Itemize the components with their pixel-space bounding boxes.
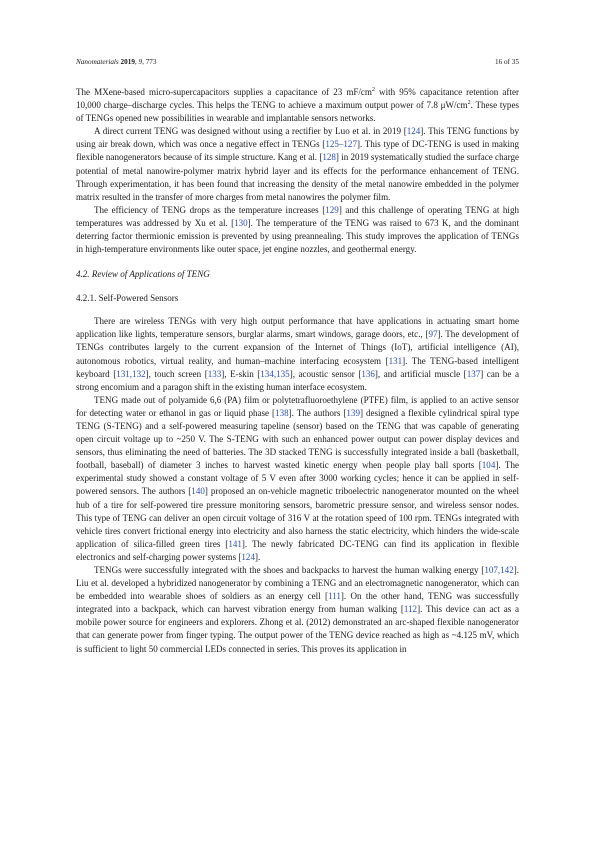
citation-link[interactable]: 141 [228, 538, 242, 549]
citation-link[interactable]: 124 [241, 551, 255, 562]
text-run: ]. This TENG functions by using air break down, which was once a negative effect in TENGs [ [76, 126, 519, 150]
citation-link[interactable]: 131 [388, 355, 403, 366]
paragraph-3 [76, 204, 519, 256]
citation-link[interactable]: 130 [234, 217, 248, 228]
citation-link[interactable]: 104 [481, 460, 496, 471]
journal-volume: 9 [138, 58, 143, 66]
text-run: ], and artificial muscle [ [374, 368, 467, 379]
journal-citation: Nanomaterials 2019, 9, 773 [76, 58, 157, 66]
citation-link[interactable]: 131,132 [116, 368, 146, 379]
journal-name: Nanomaterials [76, 58, 119, 66]
text-run: The MXene-based micro-supercapacitors supplies a capacitance of 23 mF/cm [76, 87, 372, 97]
subsection-heading [76, 292, 519, 305]
superscript: 2 [371, 86, 375, 93]
text-run: with 95% capacitance retention after 10,000 charge–discharge cycles. This helps the TENG to achieve a maximum output power of 7.8 μW/cm [76, 87, 519, 111]
text-run: ]. The experimental study showed a constant voltage of 5 V even after 3000 working cycles; hence it can be applied in self-powered sensors. The authors [ [76, 460, 519, 497]
text-run: ]. The newly fabricated DC-TENG can find its application in flexible electronics and self-charging power systems [ [76, 538, 519, 562]
text-run: TENG made out of polyamide 6,6 (PA) film or polytetrafluoroethylene (PTFE) film, is applied to an active sensor for detecting water or ethanol in gas or liquid phase [ [76, 394, 519, 418]
text-run: ]. Liu et al. developed a hybridized nanogenerator by combining a TENG and an electromagnetic nanogenerator, which can be embedded into wearable shoes of soldiers as an energy cell [ [76, 565, 519, 602]
subsection-number: 4.2.1. [76, 293, 97, 304]
text-run: ]. This device can act as a mobile power source for engineers and explorers. Zhong et al. (2012) demonstrated an arc-shaped flexible nanogenerator that can generate power from finger typing. The output power of the TENG device reached as high as ~4.125 mV, which is sufficient to light 50 commercial LEDs connected in series. This proves its application in [76, 604, 519, 654]
citation-link[interactable]: 136 [361, 368, 375, 379]
citation-link[interactable]: 107,142 [484, 565, 514, 575]
text-run: ]. The temperature of the TENG was raised to 673 K, and the dominant deterring factor thermionic emission is prevented by using preannealing. This study improves the application of TENGs in high-temperature environments like outer space, jet engine nozzles, and geothermal energy. [76, 217, 519, 255]
citation-link[interactable]: 97 [428, 329, 438, 340]
citation-link[interactable]: 112 [403, 604, 418, 615]
text-run: ], acoustic sensor [ [289, 368, 362, 379]
text-run: ], E-skin [ [221, 368, 261, 379]
text-run: ]. [254, 551, 261, 562]
text-run: ]. The TENG-based intelligent keyboard [ [76, 355, 520, 379]
section-title: Review of Applications of TENG [91, 269, 210, 280]
page-number: 16 of 35 [495, 58, 519, 66]
text-run: ]. The authors [ [288, 407, 347, 418]
text-run: ] and this challenge of operating TENG at high temperatures was addressed by Xu et al. [ [76, 204, 519, 228]
text-run: ], touch screen [ [145, 368, 208, 379]
citation-link[interactable]: 124 [406, 126, 421, 137]
citation-link[interactable]: 139 [346, 407, 360, 418]
paragraph-1 [76, 86, 519, 125]
citation-link[interactable]: 129 [325, 204, 339, 215]
superscript: 2 [467, 100, 471, 107]
section-heading [76, 268, 519, 281]
citation-link[interactable]: 125–127 [325, 139, 357, 150]
paragraph-2 [76, 125, 519, 204]
text-run: . These types of TENGs opened new possibilities in wearable and implantable sensors networks. [76, 100, 519, 124]
citation-link[interactable]: 133 [207, 368, 222, 379]
text-run: ]. This type of DC-TENG is used in making flexible nanogenerators because of its simple structure. Kang et al. [ [76, 139, 520, 163]
journal-article: 773 [145, 58, 157, 66]
section-number: 4.2. [76, 269, 90, 280]
citation-link[interactable]: 138 [275, 407, 289, 418]
text-run: A direct current TENG was designed without using a rectifier by Luo et al. in 2019 [ [94, 126, 407, 137]
paragraph-4 [76, 315, 519, 394]
text-run: TENGs were successfully integrated with the shoes and backpacks to harvest the human walking energy [ [94, 565, 485, 575]
text-run: ]. The development of TENGs contributes largely to the current expansion of the Internet of Things (IoT), artificial intelligence (AI), autonomous robotics, virtual reality, and human–machine interfacing ecosystem [ [76, 329, 519, 366]
text-run: There are wireless TENGs with very high output performance that have applications in actuating smart home application like lights, temperature sensors, burglar alarms, smart windows, garage doors, etc., [ [76, 316, 519, 340]
text-run: The efficiency of TENG drops as the temperature increases [ [94, 204, 326, 215]
text-run: ] designed a flexible cylindrical spiral type TENG (S-TENG) and a self-powered measuring tapeline (sensor) based on the TENG that was capable of generating open circuit voltage up to ~250 V. The S-TENG with such an enhanced power output can power display devices and sensors, thus eliminating the need of batteries. The 3D stacked TENG is successfully integrated inside a ball (basketball, football, baseball) of diameter 3 inches to harvest wasted kinetic energy when people play ball sports [ [76, 407, 519, 471]
citation-link[interactable]: 111 [328, 591, 341, 602]
paragraph-5 [76, 394, 519, 564]
paragraph-6 [76, 564, 519, 656]
subsection-title: Self-Powered Sensors [98, 293, 179, 304]
citation-link[interactable]: 128 [322, 152, 336, 163]
journal-year: 2019 [120, 58, 135, 66]
text-run: ]. On the other hand, TENG was successfully integrated into a backpack, which can harvest vibration energy from human walking [ [76, 591, 519, 615]
citation-link[interactable]: 140 [191, 486, 205, 497]
page-header [76, 58, 519, 70]
text-run: ] can be a strong encomium and a paragon shift in the existing human interface ecosystem. [76, 368, 519, 392]
text-run: ] proposed an on-vehicle magnetic triboelectric nanogenerator mounted on the wheel hub of a tire for self-powered tire pressure monitoring sensors, barometric pressure sensor, and wireless sensor nodes. This type of TENG can deliver an open circuit voltage of 316 V at the rotation speed of 100 rpm. TENGs integrated with vehicle tires convert frictional energy into electricity and also harness the static electricity, which hinders the wide-scale application of silica-filled green tires [ [76, 486, 519, 549]
text-run: ] in 2019 systematically studied the surface charge potential of metal nanowire-polymer matrix hybrid layer and its effects for the performance enhancement of TENG. Through experimentation, it has been found that increasing the density of the metal nanowire embedded in the polymer matrix resulted in the transfer of more charges from metal nanowires the polymer film. [76, 152, 519, 202]
citation-link[interactable]: 137 [466, 368, 481, 379]
article-body [76, 86, 519, 656]
citation-link[interactable]: 134,135 [260, 368, 290, 379]
